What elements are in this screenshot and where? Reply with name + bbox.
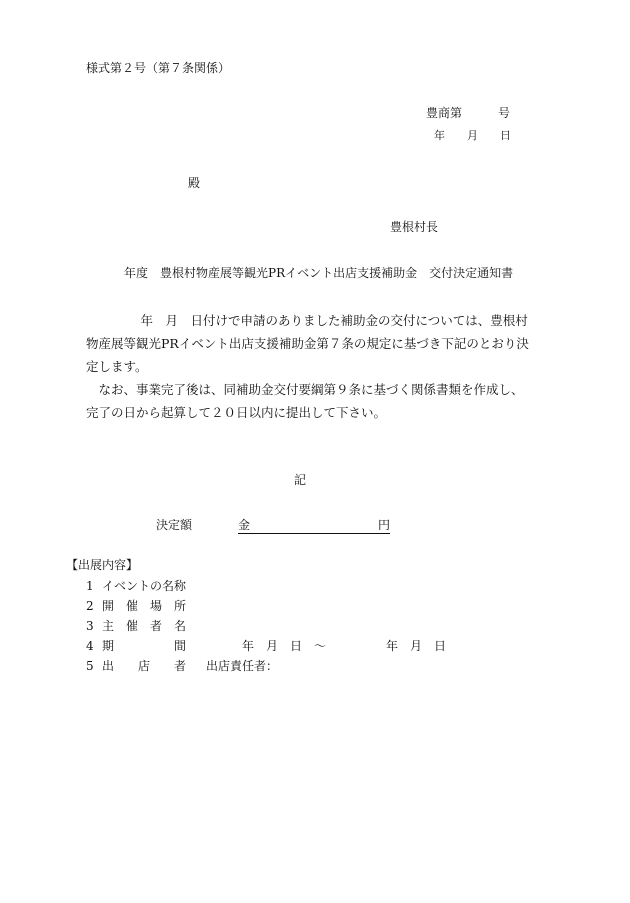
addressee-honorific: 殿 [188,176,201,190]
item-number: 4 [86,639,94,653]
body-line-3: 定します。 [86,359,148,374]
document-number: 豊商第 号 [426,106,511,120]
document-date: 年 月 日 [434,129,511,142]
decision-amount-field [238,519,390,534]
item-label: 開 催 場 所 [102,599,187,613]
issuer-name: 豊根村長 [390,220,439,234]
item-label: 期 間 [102,639,187,653]
item-value: 年 月 日 ～ 年 月 日 [242,639,447,653]
item-number: 1 [86,579,94,593]
section-heading: 【出展内容】 [66,558,139,572]
item-number: 5 [86,659,94,673]
item-label: 出 店 者 [102,659,187,673]
body-line-2: 物産展等観光PRイベント出店支援補助金第７条の規定に基づき下記のとおり決 [86,336,529,351]
form-number: 様式第２号（第７条関係） [86,61,231,75]
item-number: 3 [86,619,94,633]
body-line-1: 年 月 日付けで申請のありました補助金の交付については、豊根村 [128,313,528,328]
kin-label: 金 [238,518,251,532]
yen-label: 円 [377,518,390,532]
body-line-5: 完了の日から起算して２０日以内に提出して下さい。 [86,405,387,420]
decision-amount-label: 決定額 [156,518,193,532]
item-label: イベントの名称 [102,579,187,593]
item-value: 出店責任者： [206,659,279,673]
item-label: 主 催 者 名 [102,619,187,633]
item-number: 2 [86,599,94,613]
document-title: 年度 豊根村物産展等観光PRイベント出店支援補助金 交付決定通知書 [124,266,514,280]
ki-heading: 記 [294,473,307,487]
body-line-4: なお、事業完了後は、同補助金交付要綱第９条に基づく関係書類を作成し、 [86,382,524,397]
